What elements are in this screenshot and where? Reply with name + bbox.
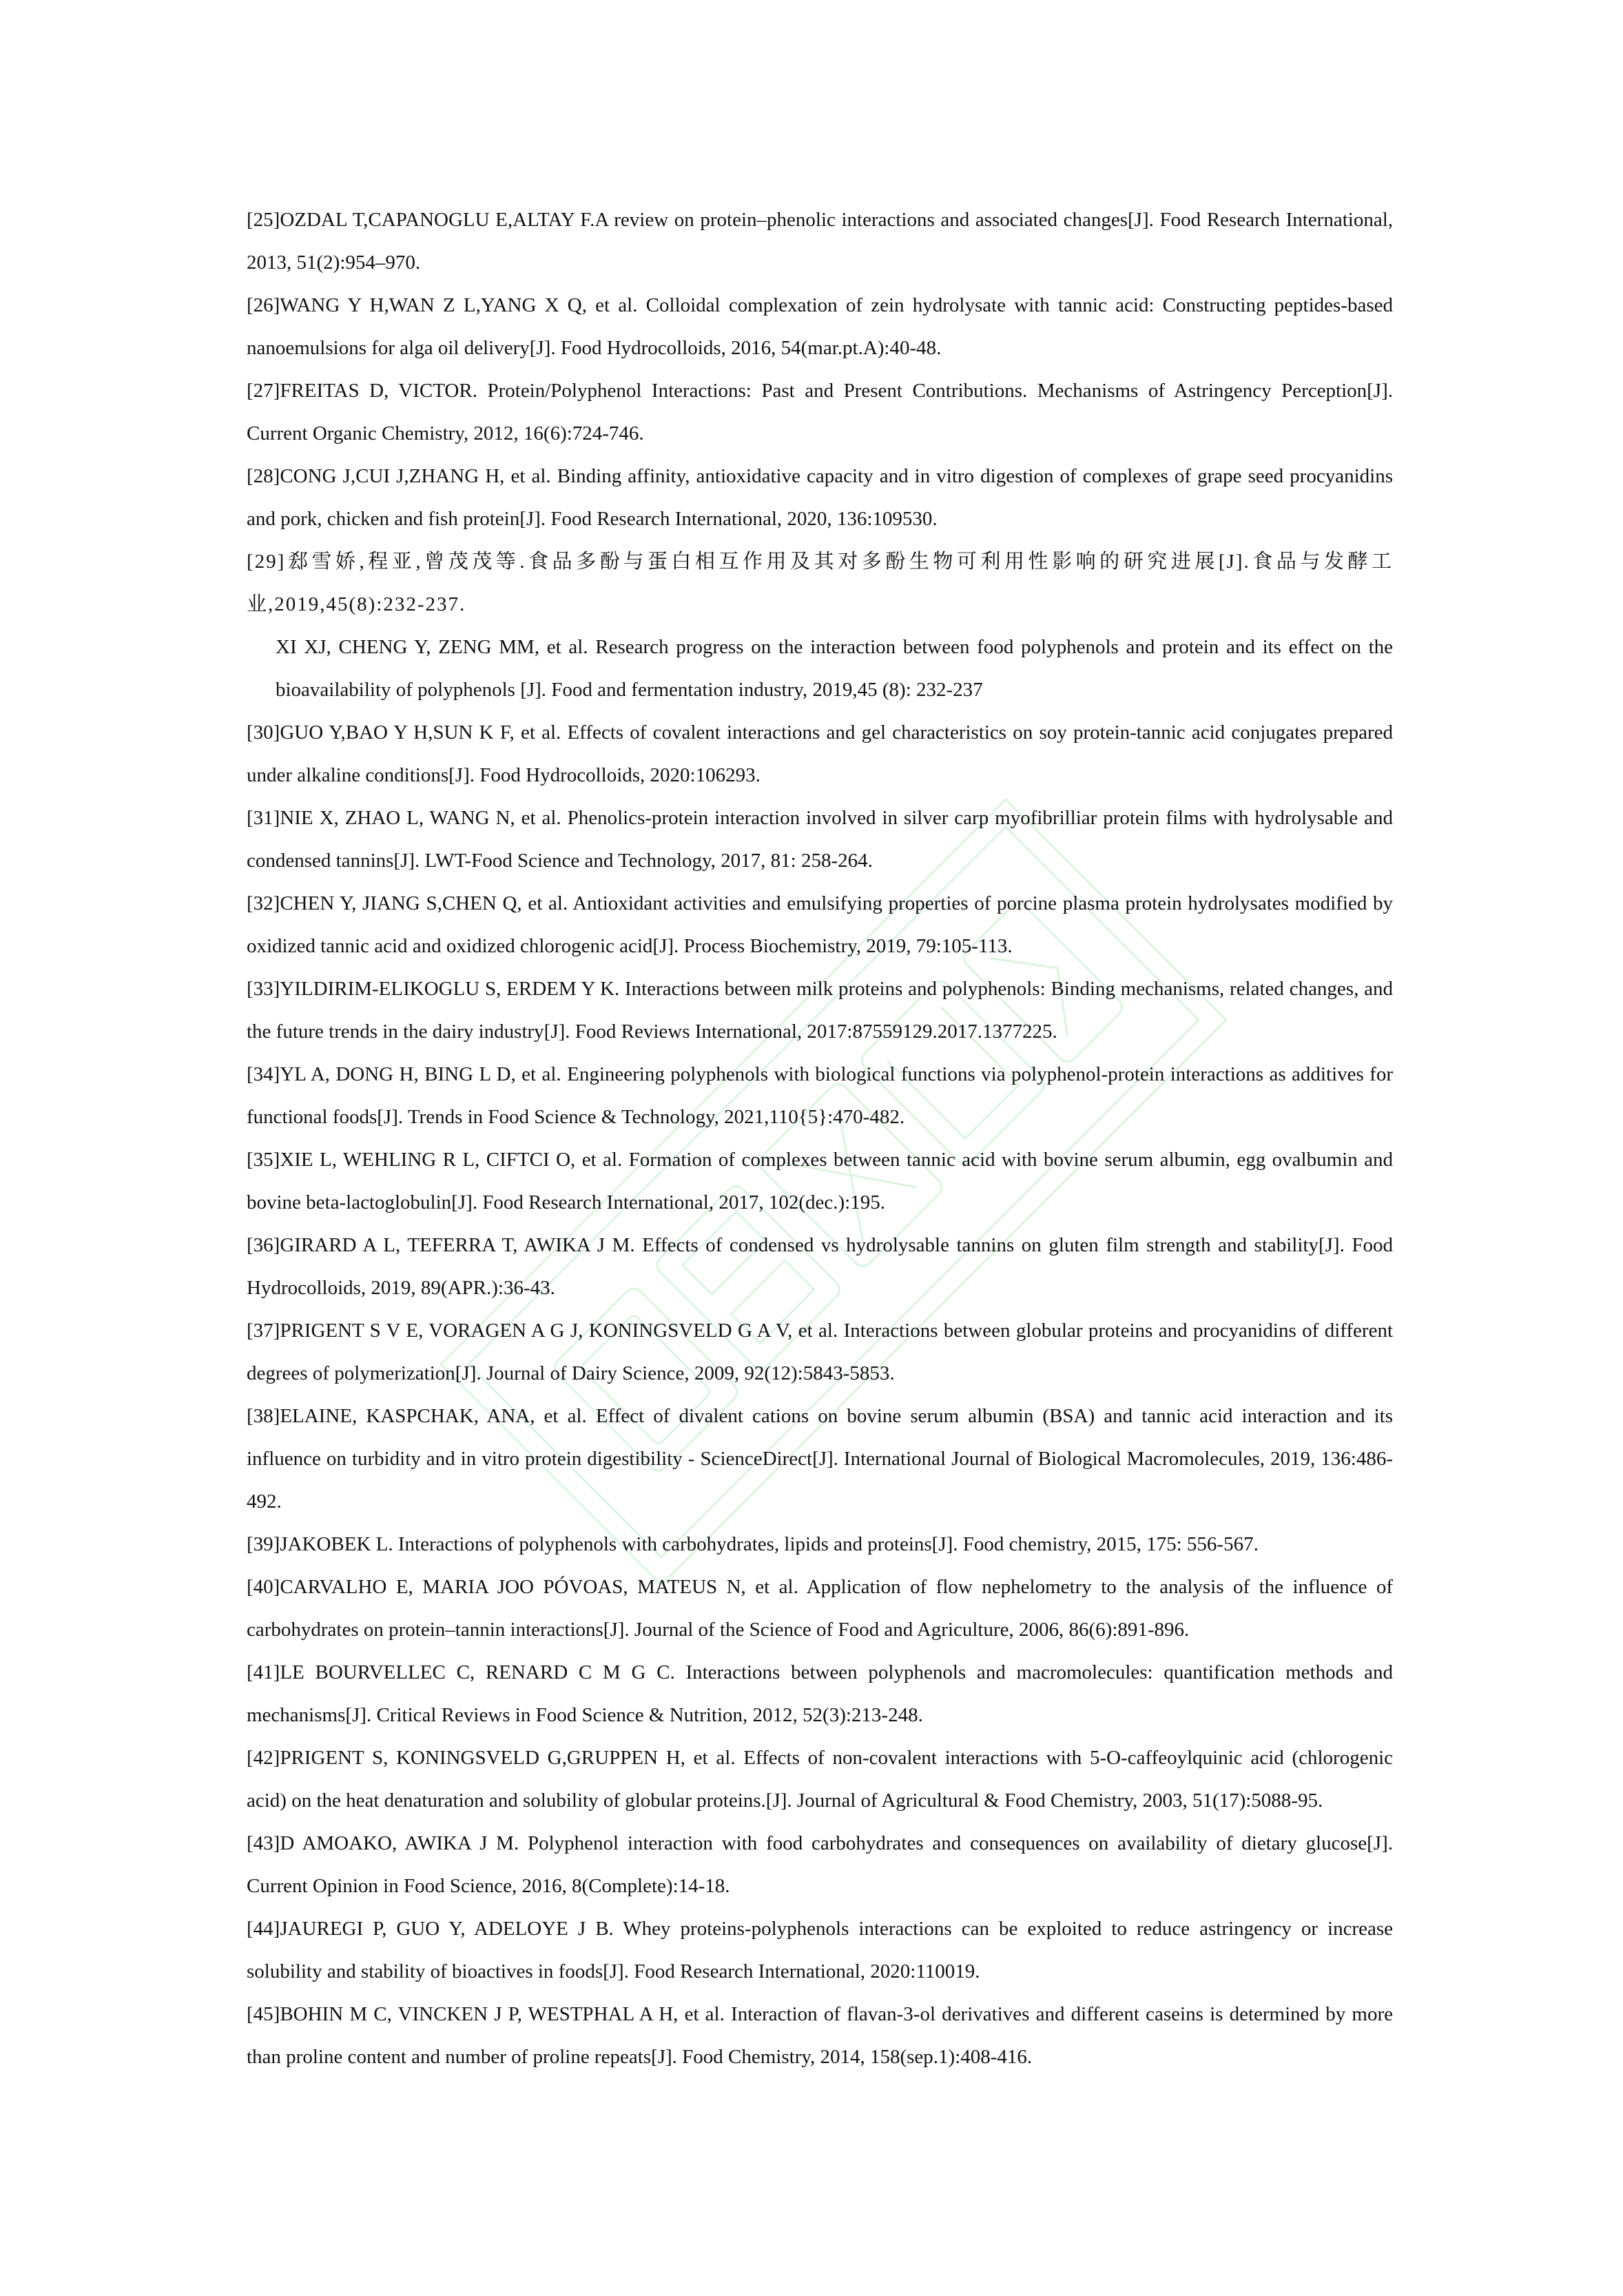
reference-item: [38]ELAINE, KASPCHAK, ANA, et al. Effect of divalent cations on bovine serum albumin (BSA) and tannic acid interaction and its influence on turbidity and in vitro protein digestibility - ScienceDirect[J]. International Journal of Biological Macromolecules, 2019, 136:486-492. xyxy=(247,1405,1393,1513)
reference-item-translation: XI XJ, CHENG Y, ZENG MM, et al. Research progress on the interaction between food polyphenols and protein and its effect on the bioavailability of polyphenols [J]. Food and fermentation industry, 2019,45 (8): 232-237 xyxy=(276,636,1393,701)
reference-item-chinese: [29]郄雪娇,程亚,曾茂茂等.食品多酚与蛋白相互作用及其对多酚生物可利用性影响的研究进展[J].食品与发酵工业,2019,45(8):232-237. xyxy=(247,551,1393,615)
reference-item: [34]YL A, DONG H, BING L D, et al. Engineering polyphenols with biological functions via polyphenol-protein interactions as additives for functional foods[J]. Trends in Food Science & Technology, 2021,110{5}:470-482. xyxy=(247,1063,1393,1128)
reference-item: [31]NIE X, ZHAO L, WANG N, et al. Phenolics-protein interaction involved in silver carp myofibrilliar protein films with hydrolysable and condensed tannins[J]. LWT-Food Science and Technology, 2017, 81: 258-264. xyxy=(247,807,1393,872)
reference-item: [45]BOHIN M C, VINCKEN J P, WESTPHAL A H, et al. Interaction of flavan-3-ol derivatives and different caseins is determined by more than proline content and number of proline repeats[J]. Food Chemistry, 2014, 158(sep.1):408-416. xyxy=(247,2003,1393,2068)
reference-item: [33]YILDIRIM-ELIKOGLU S, ERDEM Y K. Interactions between milk proteins and polyphenols: Binding mechanisms, related changes, and the future trends in the dairy industry[J]. Food Reviews International, 2017:87559129.2017.1377225. xyxy=(247,978,1393,1043)
reference-item: [44]JAUREGI P, GUO Y, ADELOYE J B. Whey proteins-polyphenols interactions can be exploited to reduce astringency or increase solubility and stability of bioactives in foods[J]. Food Research International, 2020:110019. xyxy=(247,1918,1393,1982)
reference-item: [37]PRIGENT S V E, VORAGEN A G J, KONINGSVELD G A V, et al. Interactions between globular proteins and procyanidins of different degrees of polymerization[J]. Journal of Dairy Science, 2009, 92(12):5843-5853. xyxy=(247,1320,1393,1384)
reference-item: [39]JAKOBEK L. Interactions of polyphenols with carbohydrates, lipids and proteins[J]. Food chemistry, 2015, 175: 556-567. xyxy=(247,1533,1259,1555)
reference-item: [27]FREITAS D, VICTOR. Protein/Polyphenol Interactions: Past and Present Contributions. Mechanisms of Astringency Perception[J]. Current Organic Chemistry, 2012, 16(6):724-746. xyxy=(247,380,1393,444)
reference-item: [32]CHEN Y, JIANG S,CHEN Q, et al. Antioxidant activities and emulsifying properties of porcine plasma protein hydrolysates modified by oxidized tannic acid and oxidized chlorogenic acid[J]. Process Biochemistry, 2019, 79:105-113. xyxy=(247,892,1393,957)
reference-item: [36]GIRARD A L, TEFERRA T, AWIKA J M. Effects of condensed vs hydrolysable tannins on gluten film strength and stability[J]. Food Hydrocolloids, 2019, 89(APR.):36-43. xyxy=(247,1234,1393,1299)
reference-item: [30]GUO Y,BAO Y H,SUN K F, et al. Effects of covalent interactions and gel characteristics on soy protein-tannic acid conjugates prepared under alkaline conditions[J]. Food Hydrocolloids, 2020:106293. xyxy=(247,721,1393,786)
reference-item: [41]LE BOURVELLEC C, RENARD C M G C. Interactions between polyphenols and macromolecules: quantification methods and mechanisms[J]. Critical Reviews in Food Science & Nutrition, 2012, 52(3):213-248. xyxy=(247,1661,1393,1726)
reference-item: [25]OZDAL T,CAPANOGLU E,ALTAY F.A review on protein–phenolic interactions and associated changes[J]. Food Research International, 2013, 51(2):954–970. xyxy=(247,209,1393,274)
reference-item: [28]CONG J,CUI J,ZHANG H, et al. Binding affinity, antioxidative capacity and in vitro digestion of complexes of grape seed procyanidins and pork, chicken and fish protein[J]. Food Research International, 2020, 136:109530. xyxy=(247,465,1393,530)
reference-item: [43]D AMOAKO, AWIKA J M. Polyphenol interaction with food carbohydrates and consequences on availability of dietary glucose[J]. Current Opinion in Food Science, 2016, 8(Complete):14-18. xyxy=(247,1832,1393,1897)
reference-item: [40]CARVALHO E, MARIA JOO PÓVOAS, MATEUS N, et al. Application of flow nephelometry to the analysis of the influence of carbohydrates on protein–tannin interactions[J]. Journal of the Science of Food and Agriculture, 2006, 86(6):891-896. xyxy=(247,1576,1393,1641)
reference-item: [35]XIE L, WEHLING R L, CIFTCI O, et al. Formation of complexes between tannic acid with bovine serum albumin, egg ovalbumin and bovine beta-lactoglobulin[J]. Food Research International, 2017, 102(dec.):195. xyxy=(247,1149,1393,1213)
reference-item: [42]PRIGENT S, KONINGSVELD G,GRUPPEN H, et al. Effects of non-covalent interactions with 5-O-caffeoylquinic acid (chlorogenic acid) on the heat denaturation and solubility of globular proteins.[J]. Journal of Agricultural & Food Chemistry, 2003, 51(17):5088-95. xyxy=(247,1747,1393,1812)
reference-item: [26]WANG Y H,WAN Z L,YANG X Q, et al. Colloidal complexation of zein hydrolysate with tannic acid: Constructing peptides-based nanoemulsions for alga oil delivery[J]. Food Hydrocolloids, 2016, 54(mar.pt.A):40-48. xyxy=(247,294,1393,359)
reference-list xyxy=(247,198,1393,2078)
